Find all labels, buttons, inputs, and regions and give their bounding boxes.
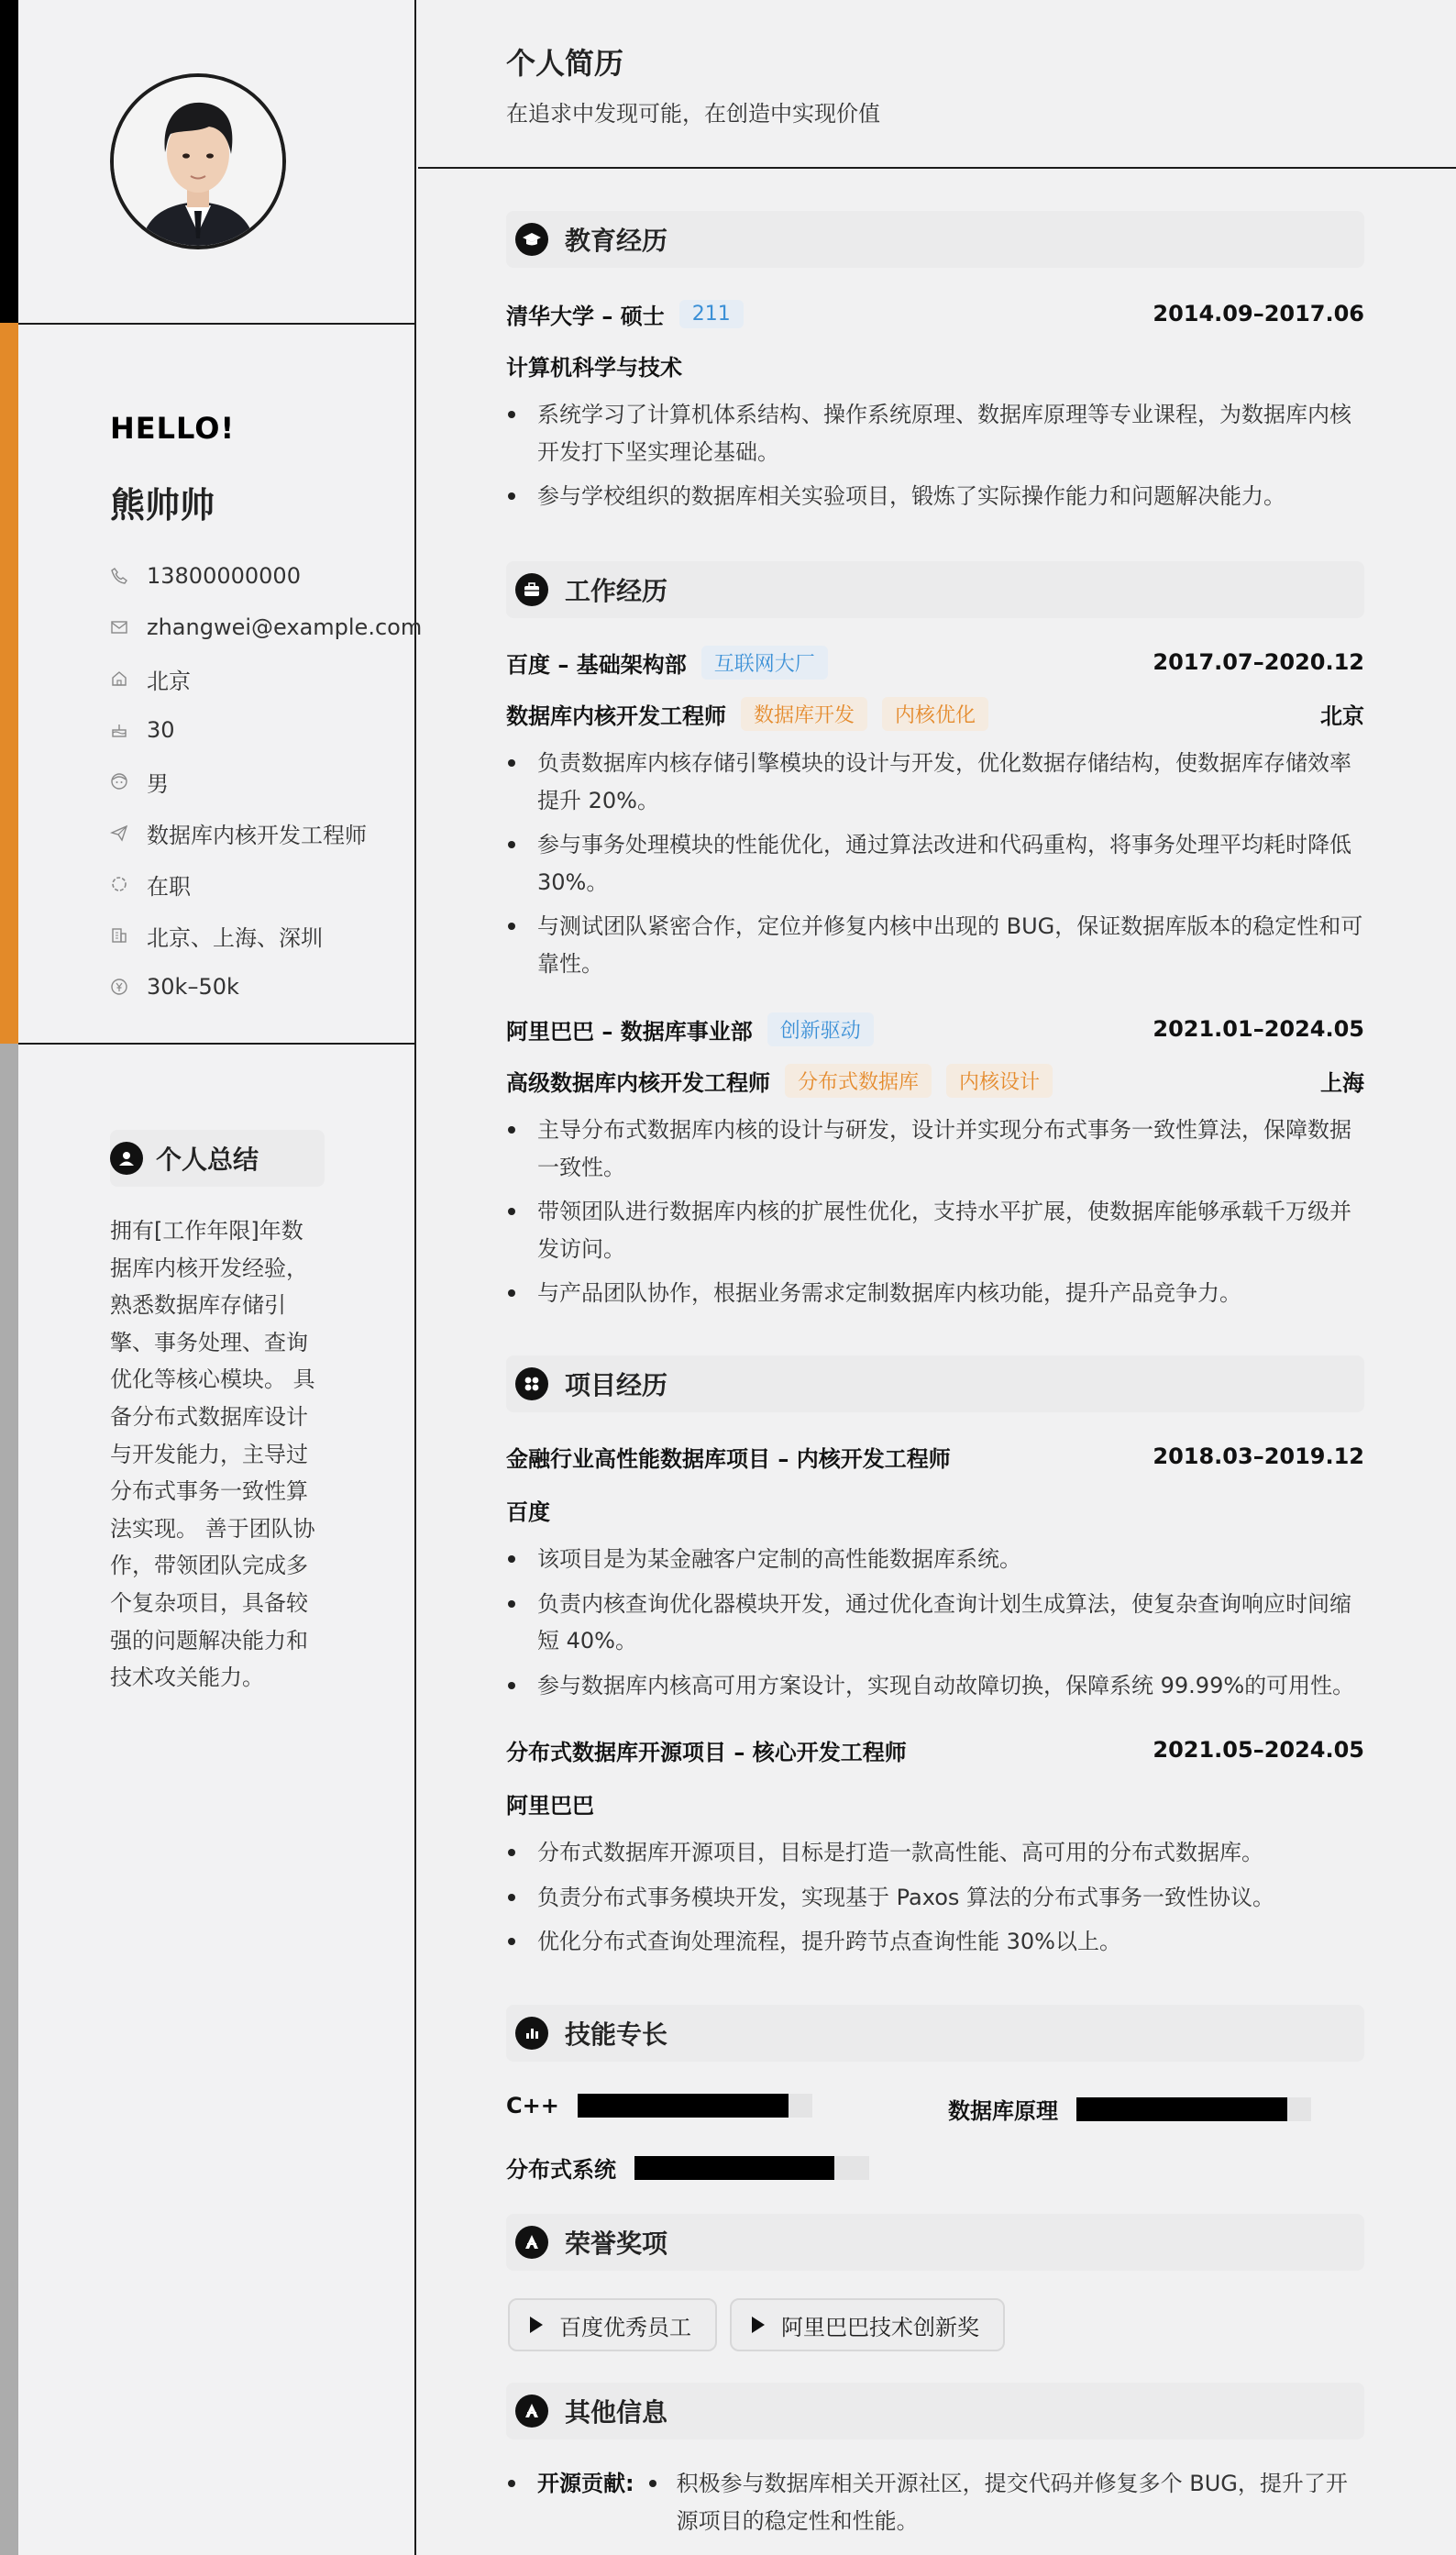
section-title: 项目经历 [565, 1370, 668, 1400]
company-tag: 互联网大厂 [701, 646, 828, 680]
project-org-row [506, 1785, 1364, 1821]
major-row [506, 347, 1364, 383]
list-item: 优化分布式查询处理流程，提升跨节点查询性能 30%以上。 [506, 1923, 1364, 1961]
section-work [506, 561, 1364, 618]
award-label: 阿里巴巴技术创新奖 [781, 2314, 979, 2340]
list-item: 参与学校组织的数据库相关实验项目，锻炼了实际操作能力和问题解决能力。 [506, 478, 1364, 515]
project-org: 百度 [506, 1499, 550, 1525]
project-row [506, 1731, 1364, 1768]
skill-bar-fill [1076, 2097, 1287, 2121]
bar-chart-icon [515, 2017, 548, 2050]
job-company-row [506, 644, 1364, 680]
contact-text: 在职 [147, 873, 191, 900]
contact-list [110, 550, 422, 1012]
contact-text: 北京 [147, 668, 191, 694]
award-badge [730, 2298, 1005, 2351]
contact-email [110, 602, 422, 653]
candidate-name: 熊帅帅 [110, 485, 215, 525]
job-bullets [506, 745, 1364, 990]
list-item: 带领团队进行数据库内核的扩展性优化，支持水平扩展，使数据库能够承载千万级并发访问。 [506, 1193, 1364, 1267]
contact-salary [110, 961, 422, 1012]
contact-city [110, 653, 422, 704]
graduation-cap-icon [515, 223, 548, 256]
sidebar-divider [18, 323, 416, 325]
major-name: 计算机科学与技术 [506, 354, 682, 381]
summary-title: 个人总结 [156, 1145, 259, 1175]
play-icon [752, 2317, 765, 2333]
skill-item [506, 2151, 869, 2184]
list-item: 负责数据库内核存储引擎模块的设计与开发，优化数据存储结构，使数据库存储效率提升 20%。 [506, 745, 1364, 819]
skill-tag: 内核优化 [882, 697, 988, 731]
play-icon [530, 2317, 543, 2333]
list-item: 参与数据库内核高可用方案设计，实现自动故障切换，保障系统 99.99%的可用性。 [506, 1667, 1364, 1705]
section-education [506, 211, 1364, 268]
contact-text: 北京、上海、深圳 [147, 924, 323, 951]
section-projects [506, 1355, 1364, 1412]
contact-text: 数据库内核开发工程师 [147, 822, 367, 848]
job-bullets [506, 1112, 1364, 1320]
contact-age [110, 704, 422, 756]
skill-name: 数据库原理 [948, 2098, 1058, 2124]
list-item: 分布式数据库开源项目，目标是打造一款高性能、高可用的分布式数据库。 [506, 1834, 1364, 1872]
contact-text: 30k–50k [147, 974, 239, 1000]
list-item: 负责分布式事务模块开发，实现基于 Paxos 算法的分布式事务一致性协议。 [506, 1879, 1364, 1917]
school-tag: 211 [679, 300, 744, 328]
contact-phone [110, 550, 422, 602]
project-name: 分布式数据库开源项目 – 核心开发工程师 [506, 1739, 907, 1765]
section-title: 工作经历 [565, 576, 668, 606]
skill-bar-fill [578, 2094, 789, 2118]
skill-item [506, 2093, 812, 2118]
list-item: 负责内核查询优化器模块开发，通过优化查询计划生成算法，使复杂查询响应时间缩短 40%。 [506, 1586, 1364, 1660]
other-text: 积极参与数据库相关开源社区，提交代码并修复多个 BUG，提升了开源项目的稳定性和性能。 [645, 2465, 1364, 2539]
sidebar-stripe-gray [0, 1044, 18, 2555]
sidebar-stripe-black [0, 0, 18, 323]
contact-text: zhangwei@example.com [147, 614, 423, 640]
list-item: 参与事务处理模块的性能优化，通过算法改进和代码重构，将事务处理平均耗时降低 30%。 [506, 826, 1364, 901]
summary-heading [110, 1130, 325, 1187]
skill-bar [1076, 2097, 1311, 2121]
list-item: 主导分布式数据库内核的设计与研发，设计并实现分布式事务一致性算法，保障数据一致性。 [506, 1112, 1364, 1186]
award-label: 百度优秀员工 [559, 2314, 691, 2340]
grid-icon [515, 1367, 548, 1400]
project-bullets [506, 1541, 1364, 1711]
position-name: 数据库内核开发工程师 [506, 702, 726, 729]
education-period: 2014.09–2017.06 [1153, 301, 1364, 326]
contact-cities [110, 910, 422, 961]
home-icon [110, 669, 128, 688]
page-subtitle: 在追求中发现可能，在创造中实现价值 [506, 101, 880, 127]
skill-bar-fill [634, 2156, 834, 2180]
other-label: 开源贡献: [506, 2465, 634, 2539]
project-period: 2018.03–2019.12 [1153, 1443, 1364, 1469]
company-tag: 创新驱动 [767, 1012, 874, 1046]
user-icon [110, 1142, 143, 1175]
sidebar-stripe-orange [0, 323, 18, 1044]
contact-gender [110, 756, 422, 807]
education-row [506, 295, 1364, 332]
award-icon [515, 2226, 548, 2259]
section-title: 其他信息 [565, 2397, 668, 2428]
phone-icon [110, 567, 128, 585]
company-name: 阿里巴巴 – 数据库事业部 [506, 1018, 753, 1045]
job-city: 上海 [1320, 1069, 1364, 1096]
list-item: 系统学习了计算机体系结构、操作系统原理、数据库原理等专业课程，为数据库内核开发打下坚实理论基础。 [506, 396, 1364, 470]
status-icon [110, 875, 128, 893]
list-item: 该项目是为某金融客户定制的高性能数据库系统。 [506, 1541, 1364, 1578]
skill-item [948, 2093, 1311, 2125]
section-title: 荣誉奖项 [565, 2229, 668, 2259]
skill-tag: 数据库开发 [741, 697, 867, 731]
page-title: 个人简历 [506, 46, 624, 81]
project-bullets [506, 1834, 1364, 1968]
education-bullets [506, 396, 1364, 523]
building-icon [110, 926, 128, 945]
summary-text: 拥有[工作年限]年数据库内核开发经验，熟悉数据库存储引擎、事务处理、查询优化等核心模块。 具备分布式数据库设计与开发能力，主导过分布式事务一致性算法实现。 善于团队协作，带领团队完成多个复杂项目，具备较强的问题解决能力和技术攻关能力。 [110, 1218, 315, 1691]
briefcase-icon [515, 573, 548, 606]
job-period: 2017.07–2020.12 [1153, 649, 1364, 675]
contact-text: 男 [147, 770, 169, 797]
info-icon [515, 2395, 548, 2428]
contact-text: 13800000000 [147, 563, 301, 589]
skill-name: C++ [506, 2093, 559, 2118]
section-skills [506, 2005, 1364, 2062]
resume-header [506, 40, 880, 127]
contact-text: 30 [147, 717, 175, 743]
project-name: 金融行业高性能数据库项目 – 内核开发工程师 [506, 1445, 951, 1472]
project-period: 2021.05–2024.05 [1153, 1737, 1364, 1763]
job-position-row [506, 695, 1364, 732]
list-item: 与测试团队紧密合作，定位并修复内核中出现的 BUG，保证数据库版本的稳定性和可靠性。 [506, 908, 1364, 982]
skill-name: 分布式系统 [506, 2157, 616, 2183]
skill-tag: 分布式数据库 [785, 1064, 932, 1098]
project-row [506, 1438, 1364, 1475]
sidebar-divider [18, 1043, 416, 1045]
project-org-row [506, 1491, 1364, 1528]
skill-bar [634, 2156, 869, 2180]
other-info-row [506, 2465, 1364, 2539]
skill-bar [578, 2094, 812, 2118]
section-title: 教育经历 [565, 226, 668, 256]
skill-tag: 内核设计 [946, 1064, 1053, 1098]
company-name: 百度 – 基础架构部 [506, 651, 687, 678]
award-badge [508, 2298, 717, 2351]
contact-position [110, 807, 422, 858]
project-org: 阿里巴巴 [506, 1792, 594, 1819]
section-other [506, 2383, 1364, 2439]
mail-icon [110, 618, 128, 636]
cake-icon [110, 721, 128, 739]
salary-icon [110, 978, 128, 996]
hello-heading: HELLO! [110, 411, 236, 446]
job-period: 2021.01–2024.05 [1153, 1016, 1364, 1042]
send-icon [110, 824, 128, 842]
job-position-row [506, 1062, 1364, 1099]
job-city: 北京 [1320, 702, 1364, 729]
avatar [110, 73, 286, 249]
list-item: 与产品团队协作，根据业务需求定制数据库内核功能，提升产品竞争力。 [506, 1275, 1364, 1312]
contact-status [110, 858, 422, 910]
job-company-row [506, 1011, 1364, 1047]
header-divider [418, 167, 1456, 169]
sidebar [0, 0, 423, 2555]
face-icon [110, 772, 128, 791]
section-title: 技能专长 [565, 2019, 668, 2050]
position-name: 高级数据库内核开发工程师 [506, 1069, 770, 1096]
school-name: 清华大学 – 硕士 [506, 303, 665, 329]
section-awards [506, 2214, 1364, 2271]
